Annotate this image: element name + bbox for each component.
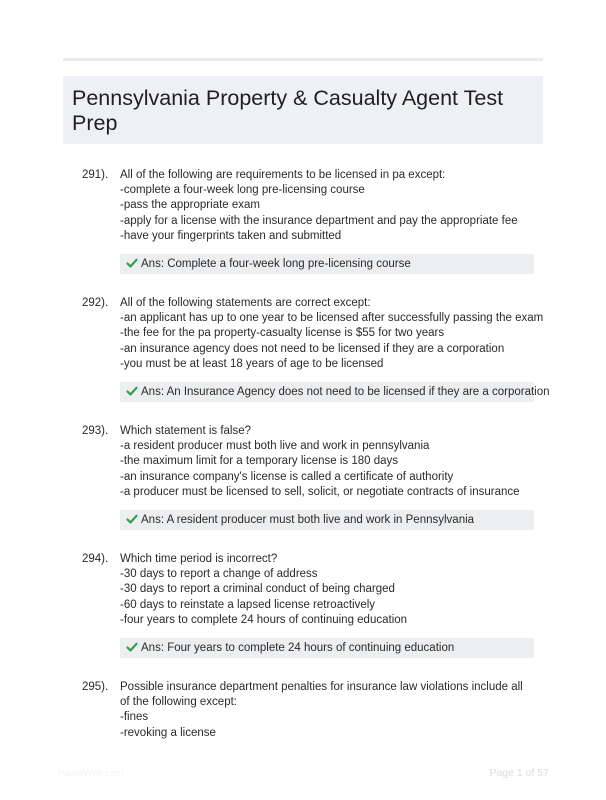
question-number: 292). [82, 297, 109, 309]
answer-box [120, 510, 534, 530]
question-line: -30 days to report a change of address [120, 568, 318, 581]
question-line: -apply for a license with the insurance department and pay the appropriate fee [120, 214, 518, 227]
question-text [120, 296, 544, 372]
check-mark-icon [126, 257, 138, 269]
question-number: 293). [82, 425, 109, 437]
answer-text: Ans: Four years to complete 24 hours of continuing education [141, 642, 455, 654]
question-line: All of the following are requirements to be licensed in pa except: [120, 169, 446, 181]
question-number: 294). [82, 553, 109, 565]
answer-text: Ans: An Insurance Agency does not need to be licensed if they are a corporation [141, 386, 550, 398]
question-line: -a producer must be licensed to sell, solicit, or negotiate contracts of insurance [120, 485, 520, 498]
question-number: 291). [82, 169, 109, 181]
check-mark-icon [126, 641, 138, 653]
title-banner [63, 76, 543, 144]
footer-site: PaperWeb.com [58, 768, 124, 779]
question-line: -60 days to reinstate a lapsed license retroactively [120, 598, 376, 611]
check-mark-icon [126, 513, 138, 525]
question-line: -complete a four-week long pre-licensing course [120, 184, 365, 197]
question-number: 295). [82, 681, 109, 693]
question-text [120, 168, 540, 244]
page-number: Page 1 of 57 [489, 767, 549, 779]
question-line: Which time period is incorrect? [120, 553, 278, 565]
question-line: Which statement is false? [120, 425, 252, 437]
answer-box [120, 382, 550, 402]
question-text [120, 680, 532, 741]
question-line: -pass the appropriate exam [120, 199, 260, 212]
answer-text: Ans: Complete a four-week long pre-licensing course [141, 258, 411, 270]
question-line: -a resident producer must both live and work in pennsylvania [120, 440, 430, 453]
question-line: -an applicant has up to one year to be licensed after successfully passing the exam [120, 312, 544, 325]
question-line: -fines [120, 711, 149, 724]
answer-box [120, 638, 534, 658]
question-line: -30 days to report a criminal conduct of being charged [120, 583, 395, 596]
question-line: -you must be at least 18 years of age to be licensed [120, 357, 384, 370]
page-title: Pennsylvania Property & Casualty Agent Test Prep [72, 86, 504, 135]
question-line: -an insurance company's license is called a certificate of authority [120, 470, 454, 483]
question-line: -an insurance agency does not need to be licensed if they are a corporation [120, 342, 505, 355]
answer-text: Ans: A resident producer must both live and work in Pennsylvania [141, 514, 475, 526]
question-text [120, 424, 540, 500]
question-text [120, 552, 540, 628]
question-line: -the fee for the pa property-casualty license is $55 for two years [120, 327, 445, 340]
question-line: -revoking a license [120, 726, 216, 739]
answer-box [120, 254, 534, 274]
question-line: -the maximum limit for a temporary license is 180 days [120, 455, 399, 468]
check-mark-icon [126, 385, 138, 397]
question-line: All of the following statements are correct except: [120, 297, 371, 309]
question-line: Possible insurance department penalties for insurance law violations include all of the following except: [120, 681, 523, 709]
top-divider [63, 58, 543, 61]
question-line: -have your fingerprints taken and submitted [120, 229, 342, 242]
question-line: -four years to complete 24 hours of continuing education [120, 613, 408, 626]
